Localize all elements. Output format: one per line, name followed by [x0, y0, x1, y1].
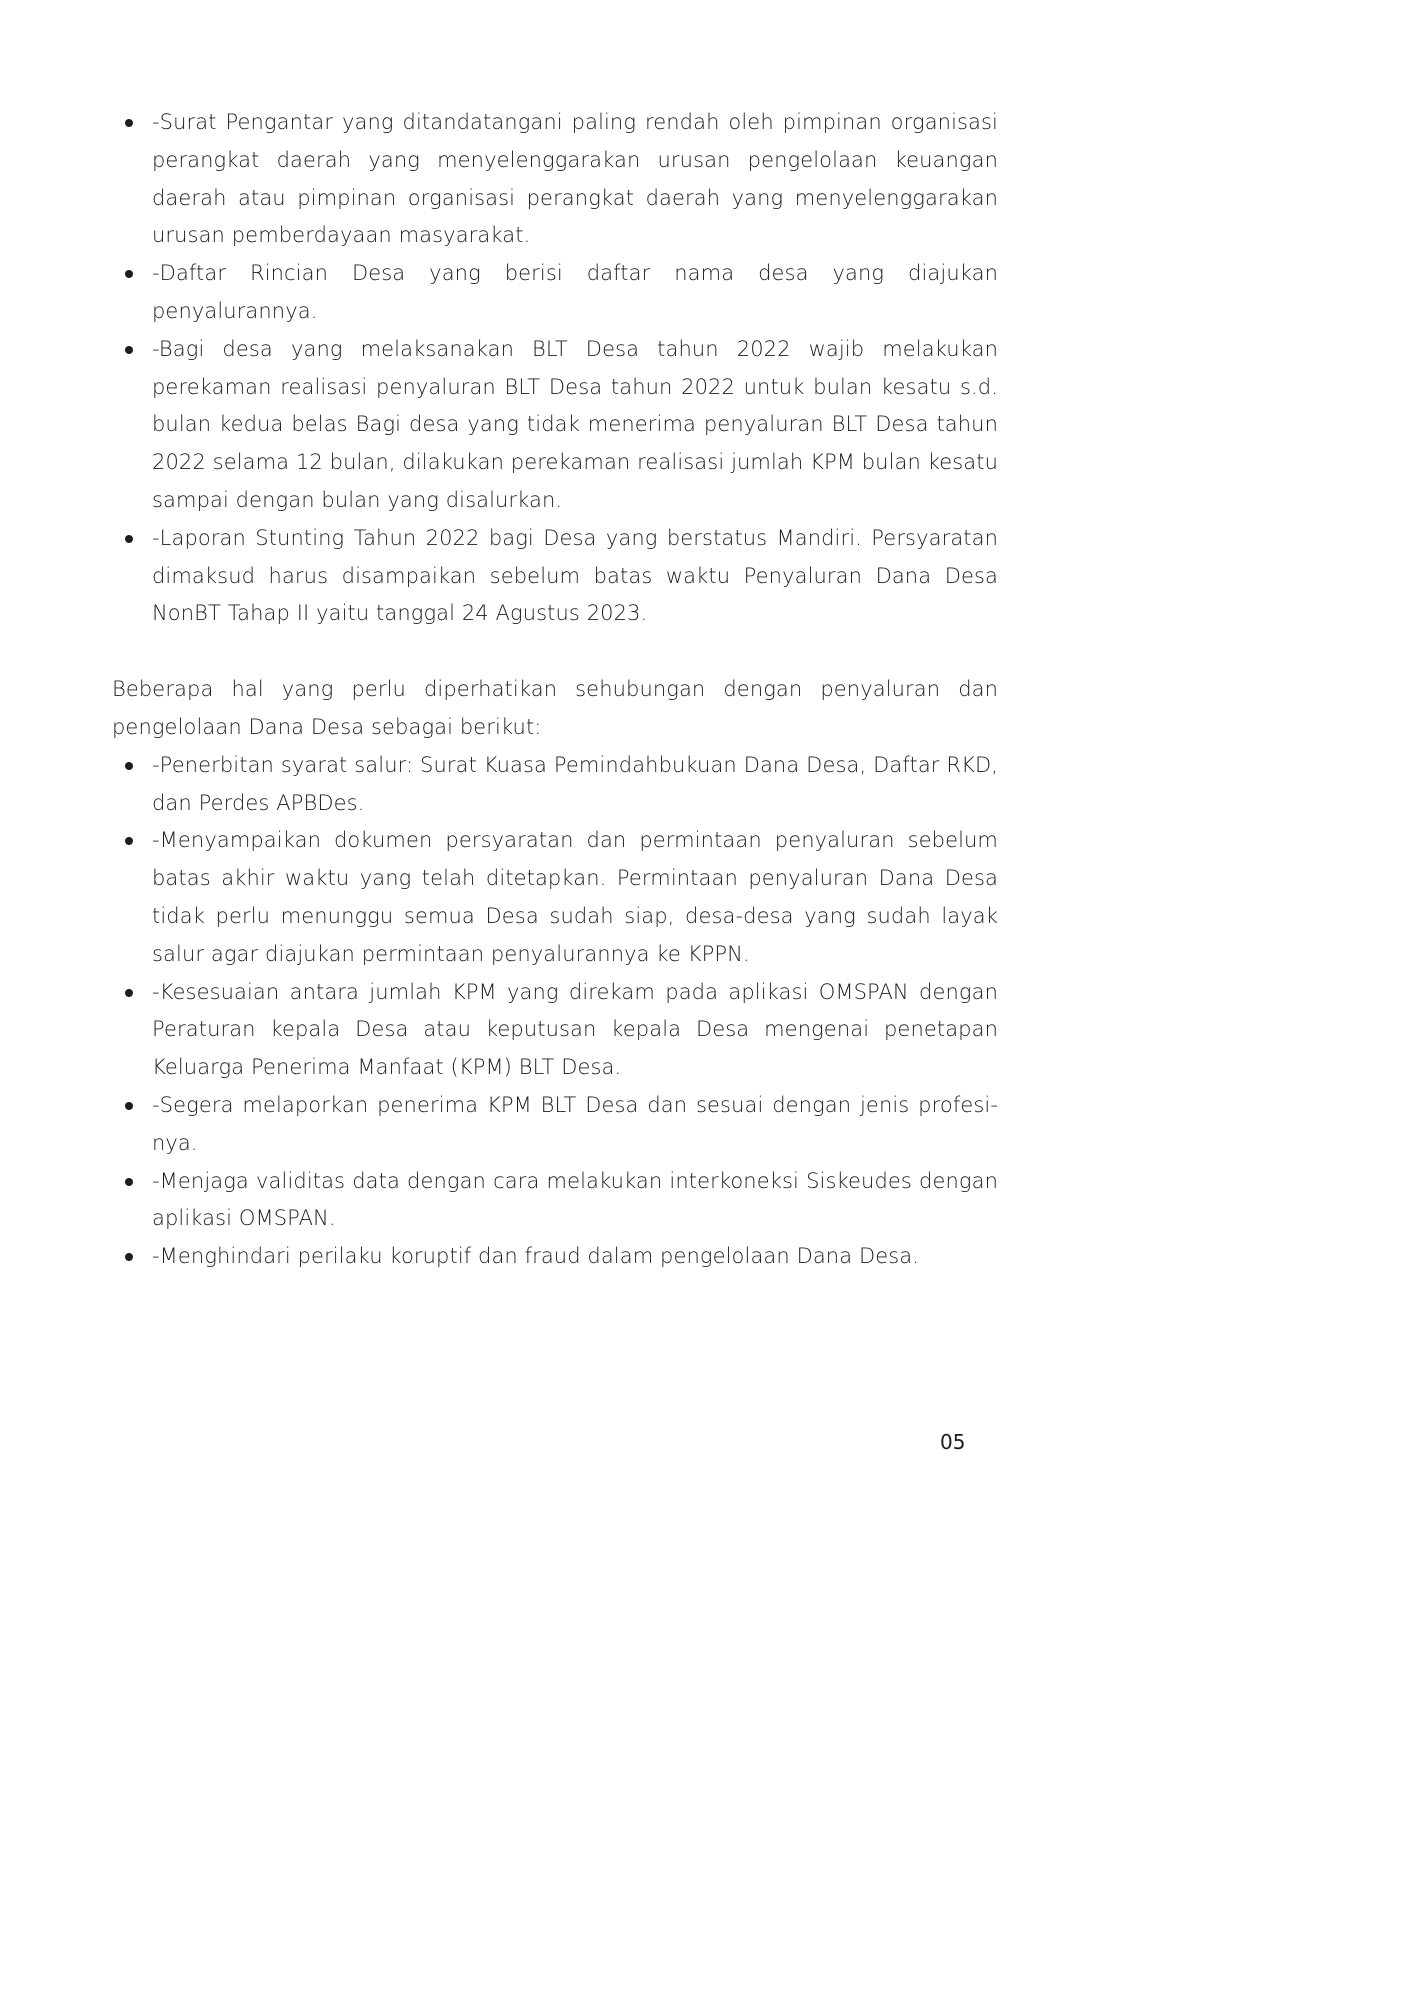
list-item-text: -Bagi desa yang melaksanakan BLT Desa tahun 2022 wajib melakukan perekaman realisasi penyaluran BLT Desa tahun 2022 untuk bulan kesatu s.d. bulan kedua belas Bagi desa yang tidak menerima penyaluran BLT Desa tahun 2022 selama 12 bulan, dilakukan perekaman realisasi jumlah KPM bulan kesatu sampai dengan bulan yang disalurkan.: [152, 336, 998, 512]
list-item: [112, 104, 998, 255]
list-item: [112, 255, 998, 331]
list-item-text: -Segera melaporkan penerima KPM BLT Desa dan sesuai dengan jenis profesi-nya.: [152, 1092, 998, 1155]
bullet-icon: [125, 119, 133, 127]
bullet-icon: [125, 1102, 133, 1110]
list-item-text: -Penerbitan syarat salur: Surat Kuasa Pemindahbukuan Dana Desa, Daftar RKD, dan Perdes APBDes.: [152, 752, 998, 815]
list-item: [112, 1163, 998, 1239]
bullet-icon: [125, 1178, 133, 1186]
list-item: [112, 331, 998, 520]
list-item-text: -Laporan Stunting Tahun 2022 bagi Desa yang berstatus Mandiri. Persyaratan dimaksud harus disampaikan sebelum batas waktu Penyaluran Dana Desa NonBT Tahap II yaitu tanggal 24 Agustus 2023.: [152, 525, 998, 626]
list-item-text: -Menjaga validitas data dengan cara melakukan interkoneksi Siskeudes dengan aplikasi OMSPAN.: [152, 1168, 998, 1231]
bullet-icon: [125, 989, 133, 997]
document-body: [112, 104, 998, 1276]
list-item: [112, 520, 998, 633]
list-item-text: -Daftar Rincian Desa yang berisi daftar nama desa yang diajukan penyalurannya.: [152, 261, 998, 323]
list-item-text: -Menyampaikan dokumen persyaratan dan permintaan penyaluran sebelum batas akhir waktu yang telah ditetapkan. Permintaan penyaluran Dana Desa tidak perlu menunggu semua Desa sudah siap, desa-desa yang sudah layak salur agar diajukan permintaan penyalurannya ke KPPN.: [152, 828, 998, 966]
list-item: [112, 1087, 998, 1163]
list-item-text: -Kesesuaian antara jumlah KPM yang direkam pada aplikasi OMSPAN dengan Peraturan kepala Desa atau keputusan kepala Desa mengenai penetapan Keluarga Penerima Manfaat (KPM) BLT Desa.: [152, 979, 998, 1080]
page-number: 05: [940, 1430, 966, 1454]
bullet-icon: [125, 762, 133, 770]
list-item: [112, 822, 998, 973]
notes-list: [112, 747, 998, 1276]
list-item: [112, 974, 998, 1087]
bullet-icon: [125, 346, 133, 354]
list-item-text: -Menghindari perilaku koruptif dan fraud dalam pengelolaan Dana Desa.: [152, 1244, 920, 1269]
bullet-icon: [125, 837, 133, 845]
bullet-icon: [125, 535, 133, 543]
bullet-icon: [125, 1253, 133, 1261]
bullet-icon: [125, 270, 133, 278]
intro-paragraph: Beberapa hal yang perlu diperhatikan sehubungan dengan penyaluran dan pengelolaan Dana Desa sebagai berikut:: [112, 677, 998, 739]
requirements-list: [112, 104, 998, 633]
list-item: [112, 1238, 998, 1276]
list-item: [112, 747, 998, 823]
list-item-text: -Surat Pengantar yang ditandatangani paling rendah oleh pimpinan organisasi perangkat daerah yang menyelenggarakan urusan pengelolaan keuangan daerah atau pimpinan organisasi perangkat daerah yang menyelenggarakan urusan pemberdayaan masyarakat.: [152, 110, 998, 248]
